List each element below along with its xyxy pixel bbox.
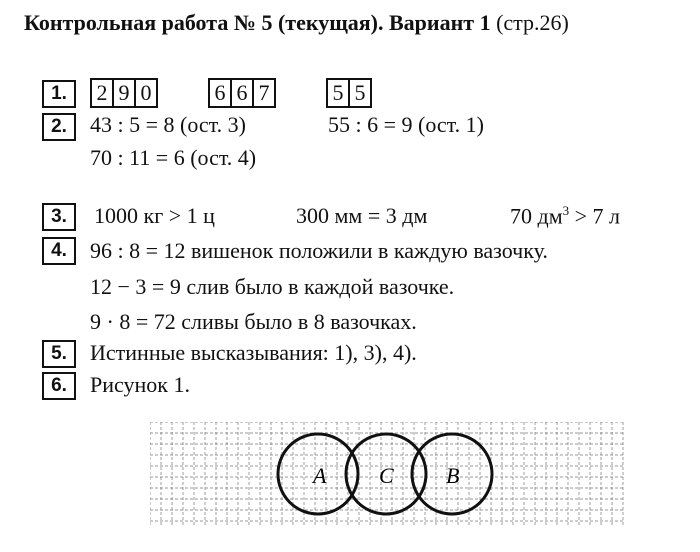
task-3-comparison-2: 300 мм = 3 дм [296,203,428,228]
answer-box-2 [208,78,276,108]
task-4-line-1: 96 : 8 = 12 вишенок положили в каждую вазочку. [90,238,548,263]
title-text: Контрольная работа № 5 (текущая). Вариант 1 [24,10,491,35]
task-6-number: 6. [42,372,76,400]
digit-cell: 6 [208,78,232,108]
answer-box-3 [326,78,372,108]
task-3-comparison-3 [510,203,620,229]
circle-label-a: A [313,463,327,488]
digit-cell: 5 [326,78,350,108]
cube-exponent: 3 [562,203,570,218]
circle-label-c: C [379,463,394,488]
digit-cell: 7 [252,78,276,108]
page-reference: (стр.26) [496,10,569,35]
digit-cell: 5 [348,78,372,108]
digit-cell: 9 [112,78,136,108]
comparison-rest: > 7 л [569,203,621,229]
task-5-answer: Истинные высказывания: 1), 3), 4). [90,340,417,365]
venn-figure [150,422,630,532]
task-4-line-2: 12 − 3 = 9 слив было в каждой вазочке. [90,274,455,299]
answer-box-1 [90,78,158,108]
task-2-line-3: 70 : 11 = 6 (ост. 4) [90,145,257,170]
task-2-line-1: 43 : 5 = 8 (ост. 3) [90,112,246,137]
digit-cell: 6 [230,78,254,108]
page-title [24,10,569,36]
task-2-number: 2. [42,113,76,141]
task-2-line-2: 55 : 6 = 9 (ост. 1) [328,112,484,137]
digit-cell: 0 [134,78,158,108]
digit-cell: 2 [90,78,114,108]
task-5-number: 5. [42,340,76,368]
circle-label-b: B [446,463,460,488]
task-4-number: 4. [42,237,76,265]
task-1-number: 1. [42,80,76,108]
task-3-comparison-1: 1000 кг > 1 ц [94,203,215,228]
task-4-line-3: 9 · 8 = 72 сливы было в 8 вазочках. [90,309,417,334]
task-3-number: 3. [42,203,76,231]
task-6-answer: Рисунок 1. [90,372,190,397]
volume-value: 70 дм [510,203,563,229]
